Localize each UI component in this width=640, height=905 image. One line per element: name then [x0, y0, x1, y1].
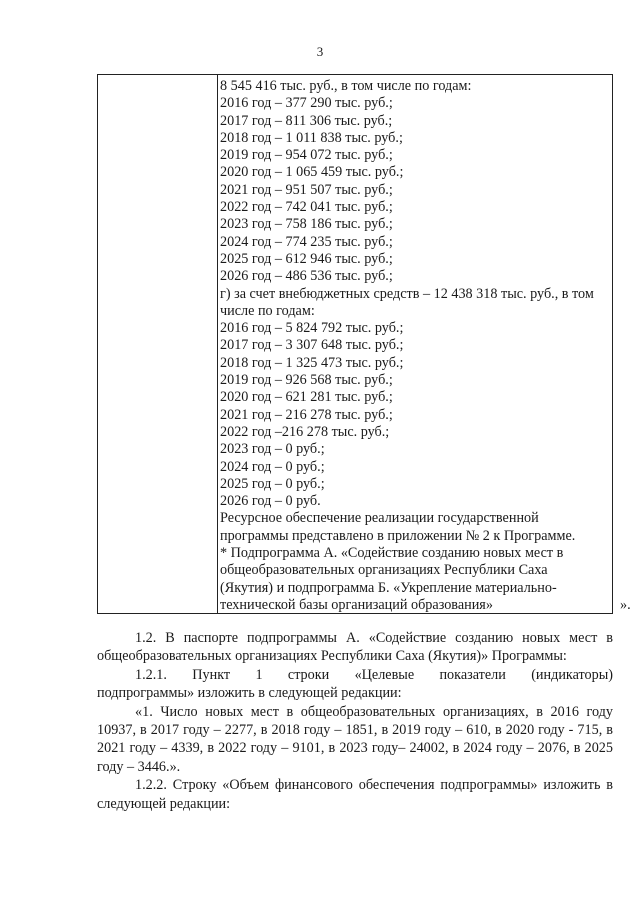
word: строки [287, 666, 330, 683]
cell-line: 2022 год –216 278 тыс. руб.; [220, 423, 390, 440]
cell-line: 2019 год – 954 072 тыс. руб.; [220, 147, 393, 164]
cell-line: 2026 год – 0 руб. [220, 493, 321, 510]
cell-line: 2018 год – 1 325 473 тыс. руб.; [220, 354, 404, 371]
word: «Целевые [354, 666, 415, 683]
cell-line: 2018 год – 1 011 838 тыс. руб.; [220, 129, 403, 146]
word: 1 [255, 666, 263, 683]
word: показатели [439, 666, 506, 683]
cell-line: 2025 год – 612 946 тыс. руб.; [220, 250, 393, 267]
cell-line: г) за счет внебюджетных средств – 12 438 318 тыс. руб., в том числе по годам: [220, 285, 594, 319]
body-text [97, 629, 613, 813]
cell-line: Ресурсное обеспечение реализации государственной программы представлено в приложении № 2 к Программе. [220, 510, 576, 544]
cell-line: 2023 год – 758 186 тыс. руб.; [220, 216, 393, 233]
cell-line: 2016 год – 5 824 792 тыс. руб.; [220, 320, 404, 337]
cell-line: 2023 год – 0 руб.; [220, 441, 325, 458]
passport-table [97, 74, 613, 614]
word: (индикаторы) [531, 666, 613, 683]
paragraph-1-2-1-first-line [97, 666, 613, 684]
cell-line: 2024 год – 774 235 тыс. руб.; [220, 233, 393, 250]
closing-quote: ». [620, 597, 631, 613]
cell-line: 2021 год – 951 507 тыс. руб.; [220, 181, 393, 198]
cell-line: * Подпрограмма А. «Содействие созданию новых мест в общеобразовательных организациях Республики Саха (Якутия) и подпрограмма Б. «Укрепление материально-технической базы организаций образования» [220, 545, 564, 613]
cell-line: 2019 год – 926 568 тыс. руб.; [220, 372, 393, 389]
paragraph-1-2-1-rest: подпрограммы» изложить в следующей редакции: [97, 685, 402, 702]
cell-line: 2017 год – 811 306 тыс. руб.; [220, 112, 393, 129]
word: Пункт [192, 666, 231, 683]
cell-line: 2021 год – 216 278 тыс. руб.; [220, 406, 393, 423]
paragraph-1-2-2: 1.2.2. Строку «Объем финансового обеспечения подпрограммы» изложить в следующей редакции: [97, 777, 613, 812]
cell-line: 2016 год – 377 290 тыс. руб.; [220, 95, 393, 112]
page-number: 3 [316, 44, 324, 59]
cell-line: 2025 год – 0 руб.; [220, 475, 325, 492]
cell-line: 2026 год – 486 536 тыс. руб.; [220, 268, 393, 285]
cell-line: 2017 год – 3 307 648 тыс. руб.; [220, 337, 404, 354]
column-divider [217, 75, 218, 613]
word: 1.2.1. [135, 666, 167, 683]
cell-line: 2020 год – 621 281 тыс. руб.; [220, 389, 393, 406]
paragraph-indicator-text: «1. Число новых мест в общеобразовательных организациях, в 2016 году 10937, в 2017 году – 2277, в 2018 году – 1851, в 2019 году – 610, в 2020 году - 715, в 2021 году – 4339, в 2022 году – 9101, в 2023 году– 24002, в 2024 году – 2076, в 2025 году – 3446.». [97, 703, 613, 775]
cell-line: 2024 год – 0 руб.; [220, 458, 325, 475]
cell-line: 2022 год – 742 041 тыс. руб.; [220, 199, 393, 216]
cell-line: 2020 год – 1 065 459 тыс. руб.; [220, 164, 404, 181]
paragraph-1-2: 1.2. В паспорте подпрограммы А. «Содействие созданию новых мест в общеобразовательных организациях Республики Саха (Якутия)» Программы: [97, 630, 613, 665]
funding-cell [220, 78, 600, 614]
cell-line: 8 545 416 тыс. руб., в том числе по годам: [220, 78, 472, 94]
